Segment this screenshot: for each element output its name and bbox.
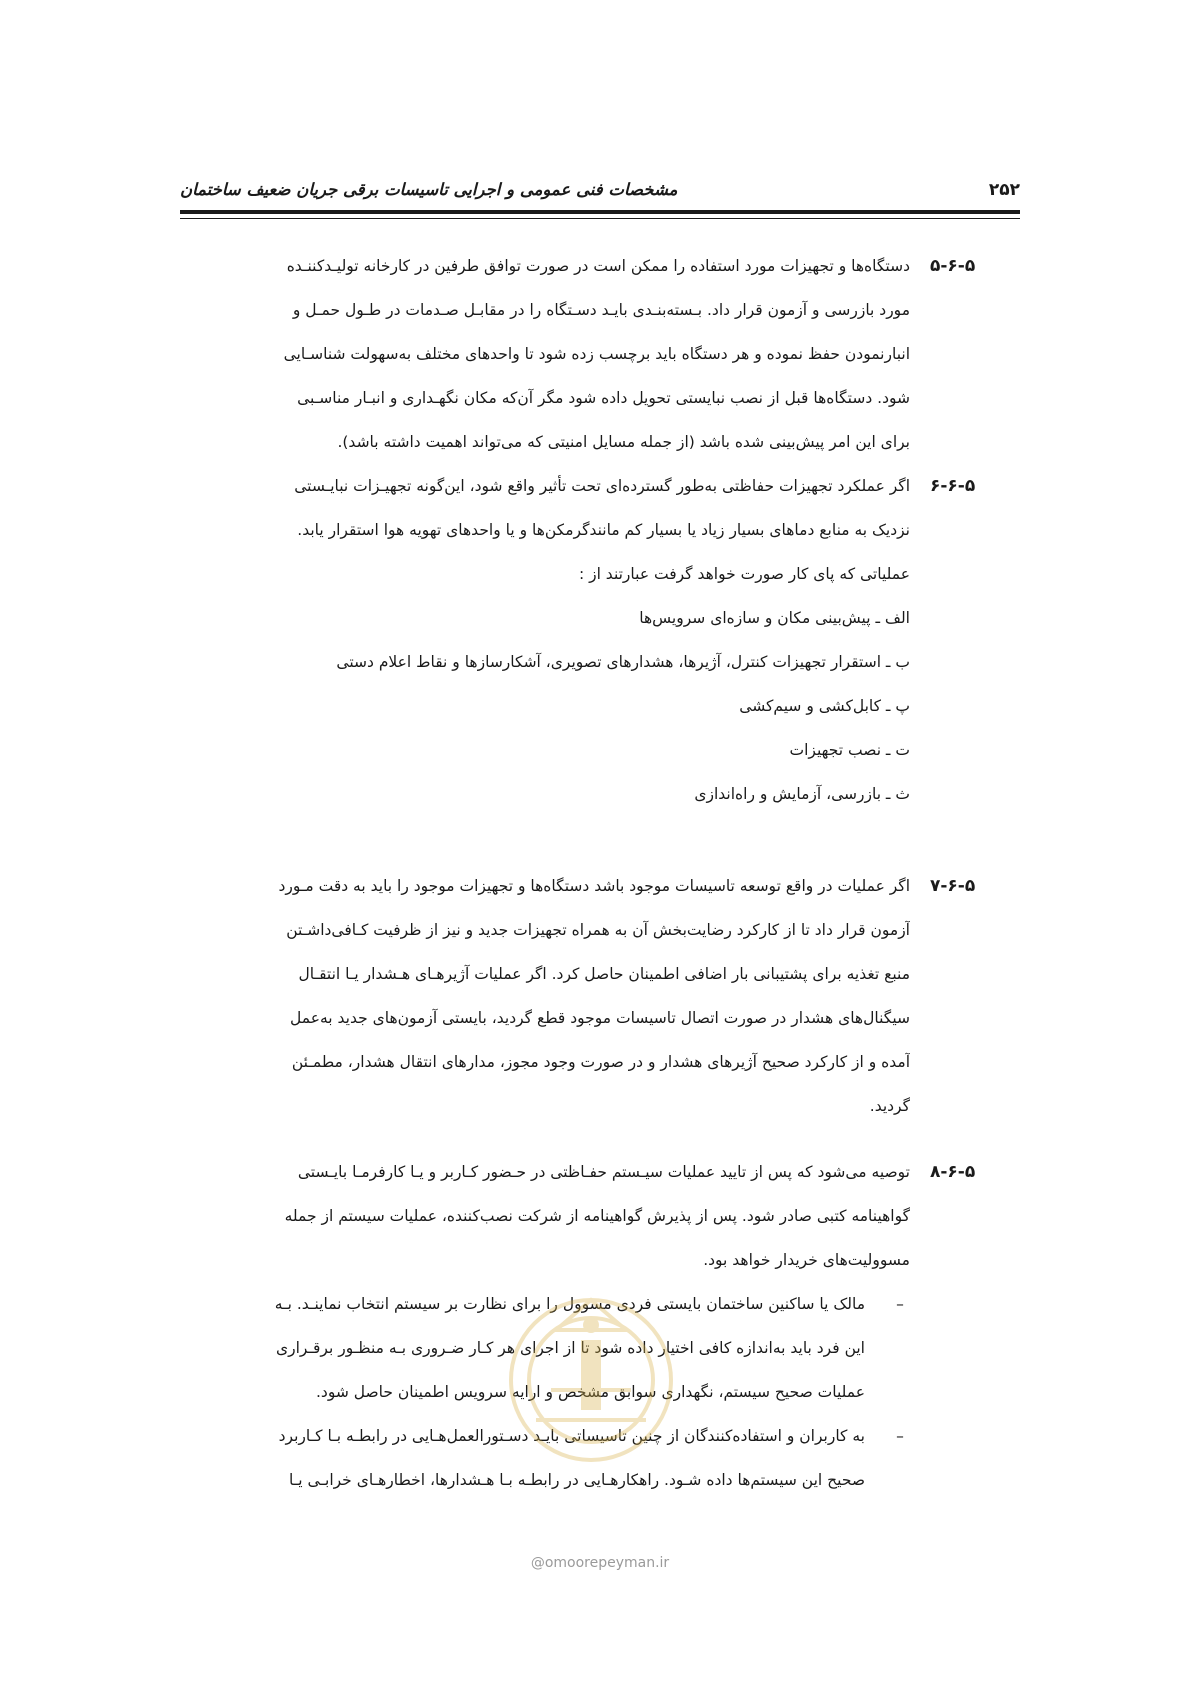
paragraph-line: عملیات صحیح سیستم، نگهداری سوابق مشخص و ارایه سرویس اطمینان حاصل شود. — [315, 1383, 865, 1401]
paragraph-line: انبارنمودن حفظ نموده و هر دستگاه باید برچسب زده شود تا واحدهای مختلف به‌سهولت شناسـایی — [283, 345, 910, 363]
paragraph-line: نزدیک به منابع دماهای بسیار زیاد یا بسیار کم مانندگرمکن‌ها و یا واحدهای تهویه هوا استقرار یابد. — [297, 521, 910, 539]
paragraph-line: آمده و از کارکرد صحیح آژیرهای هشدار و در صورت وجود مجوز، مدارهای انتقال هشدار، مطمـئن — [291, 1053, 910, 1071]
bullet-body — [180, 1414, 865, 1502]
section-number: ۵-۶-۵ — [930, 256, 976, 276]
paragraph-line: اگر عملیات در واقع توسعه تاسیسات موجود باشد دستگاه‌ها و تجهیزات موجود را باید به دقت مـورد — [278, 877, 910, 895]
section-number: ۷-۶-۵ — [930, 876, 976, 896]
watermark-url: @omoorepeyman.ir — [530, 1555, 670, 1571]
section-body — [180, 864, 910, 1128]
bullet-body — [180, 1282, 865, 1414]
paragraph-line: توصیه می‌شود که پس از تایید عملیات سیـستم حفـاظتی در حـضور کـاربر و یـا کارفرمـا بایـستی — [297, 1163, 910, 1181]
header-title: مشخصات فنی عمومی و اجرایی تاسیسات برقی جریان ضعیف ساختمان — [180, 180, 678, 199]
paragraph-line: مالک یا ساکنین ساختمان بایستی فردی مسوول را برای نظارت بر سیستم انتخاب نماینـد. بـه — [274, 1295, 865, 1313]
paragraph-line: گردید. — [869, 1097, 910, 1115]
paragraph-line: صحیح این سیستم‌ها داده شـود. راهکارهـایی در رابطـه بـا هـشدارها، اخطارهـای خرابـی یـا — [289, 1471, 865, 1489]
section-body — [180, 244, 910, 464]
paragraph-line: اگر عملکرد تجهیزات حفاظتی به‌طور گسترده‌ای تحت تأثیر واقع شود، این‌گونه تجهیـزات نبایـستی — [294, 477, 910, 495]
page-number: ۲۵۲ — [988, 180, 1020, 200]
paragraph-line: منبع تغذیه برای پشتیبانی بار اضافی اطمینان حاصل کرد. اگر عملیات آژیرهـای هـشدار یـا انتقـال — [298, 965, 910, 983]
list-item: ت ـ نصب تجهیزات — [789, 741, 910, 759]
paragraph-line: شود. دستگاه‌ها قبل از نصب نبایستی تحویل داده شود مگر آن‌که مکان نگهـداری و انبـار مناسـبی — [297, 389, 910, 407]
section-body — [180, 1150, 910, 1282]
paragraph-line: این فرد باید به‌اندازه کافی اختیار داده شود تا از اجرای هر کـار ضـروری بـه منظـور برقـراری — [275, 1339, 865, 1357]
paragraph-line: دستگاه‌ها و تجهیزات مورد استفاده را ممکن است در صورت توافق طرفین در کارخانه تولیـدکننـده — [286, 257, 910, 275]
header-rule-thin — [180, 218, 1020, 219]
list-item: ب ـ استقرار تجهیزات کنترل، آژیرها، هشدارهای تصویری، آشکارسازها و نقاط اعلام دستی — [336, 653, 910, 671]
paragraph-line: برای این امر پیش‌بینی شده باشد (از جمله مسایل امنیتی که می‌تواند اهمیت داشته باشد). — [337, 433, 910, 451]
header-rule-thick — [180, 210, 1020, 214]
section-number: ۶-۶-۵ — [930, 476, 976, 496]
bullet-dash: – — [896, 1295, 904, 1313]
paragraph-line: به کاربران و استفاده‌کنندگان از چنین تاسیساتی بایـد دسـتورالعمل‌هـایی در رابطـه بـا کـاربرد — [278, 1427, 865, 1445]
paragraph-line: مورد بازرسی و آزمون قرار داد. بـسته‌بنـدی بایـد دسـتگاه را در مقابـل صـدمات در طـول حمـل و — [292, 301, 910, 319]
paragraph-line: سیگنال‌های هشدار در صورت اتصال تاسیسات موجود قطع گردید، بایستی آزمون‌های جدید به‌عمل — [290, 1009, 910, 1027]
paragraph-line: عملیاتی که پای کار صورت خواهد گرفت عبارتند از : — [578, 565, 910, 583]
section-body — [180, 464, 910, 816]
bullet-dash: – — [896, 1427, 904, 1445]
page-header — [180, 178, 1020, 208]
list-item: ث ـ بازرسی، آزمایش و راه‌اندازی — [694, 785, 910, 803]
paragraph-line: گواهینامه کتبی صادر شود. پس از پذیرش گواهینامه از شرکت نصب‌کننده، عملیات سیستم از جمله — [284, 1207, 910, 1225]
section-number: ۸-۶-۵ — [930, 1162, 976, 1182]
paragraph-line: مسوولیت‌های خریدار خواهد بود. — [703, 1251, 910, 1269]
list-item: الف ـ پیش‌بینی مکان و سازه‌ای سرویس‌ها — [639, 609, 910, 627]
list-item: پ ـ کابل‌کشی و سیم‌کشی — [739, 697, 910, 715]
paragraph-line: آزمون قرار داد تا از کارکرد رضایت‌بخش آن به همراه تجهیزات جدید و نیز از ظرفیت کـافی‌داشـتن — [286, 921, 910, 939]
